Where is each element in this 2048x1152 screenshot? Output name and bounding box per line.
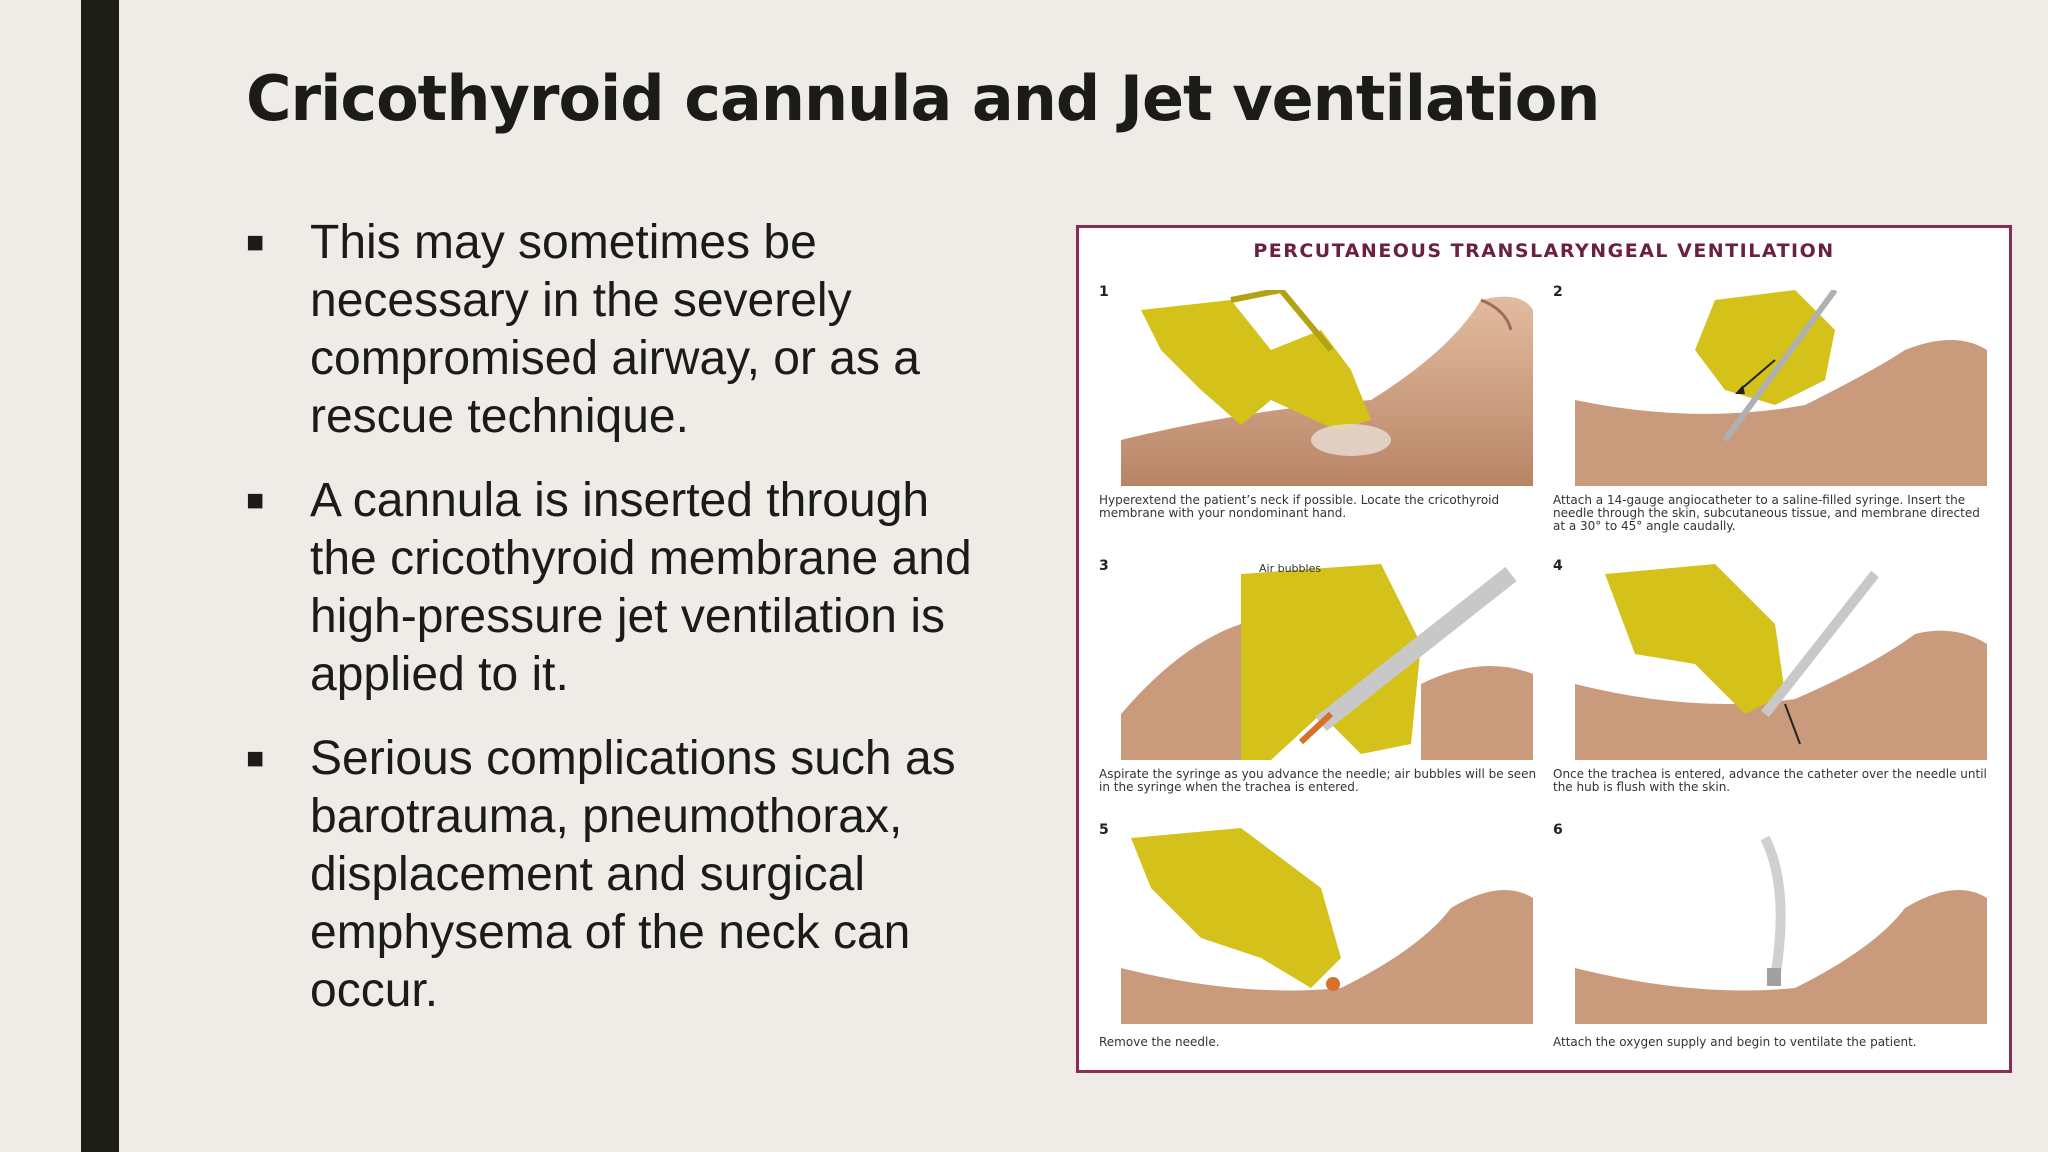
left-accent-bar [81, 0, 119, 1152]
panel-caption: Attach a 14-gauge angiocatheter to a saline-filled syringe. Insert the needle through the skin, subcutaneous tissue, and membrane directed at a 30° to 45° angle caudally. [1553, 493, 1980, 533]
panel-number: 5 [1099, 822, 1109, 838]
bullet-item [246, 472, 1056, 704]
slide-title: Cricothyroid cannula and Jet ventilation [246, 62, 1600, 135]
bullet-marker-icon: ■ [246, 484, 265, 517]
figure-title: PERCUTANEOUS TRANSLARYNGEAL VENTILATION [1253, 240, 1835, 262]
panel-number: 6 [1553, 822, 1563, 838]
bullet-marker-icon: ■ [246, 742, 265, 775]
bullet-list [246, 214, 1056, 1046]
panel-caption: Attach the oxygen supply and begin to ventilate the patient. [1553, 1035, 1917, 1049]
air-bubbles-label: Air bubbles [1259, 562, 1322, 575]
panel-illustration-insert-needle [1575, 290, 1987, 486]
bullet-item [246, 730, 1056, 1020]
panel-number: 1 [1099, 284, 1109, 300]
panel-caption: Hyperextend the patient’s neck if possible. Locate the cricothyroid membrane with your nondominant hand. [1099, 493, 1500, 520]
bullet-marker-icon: ■ [246, 226, 265, 259]
bullet-text: Serious complications such as barotrauma, pneumothorax, displacement and surgical emphysema of the neck can occur. [310, 732, 956, 1017]
panel-number: 2 [1553, 284, 1563, 300]
panel-illustration-remove-needle [1121, 828, 1533, 1024]
panel-illustration-locate-membrane [1121, 290, 1533, 486]
panel-caption: Once the trachea is entered, advance the catheter over the needle until the hub is flush with the skin. [1553, 767, 1987, 794]
panel-caption: Aspirate the syringe as you advance the needle; air bubbles will be seen in the syringe when the trachea is entered. [1099, 767, 1537, 794]
panel-illustration-attach-oxygen [1575, 828, 1987, 1024]
panel-number: 3 [1099, 558, 1109, 574]
bullet-item [246, 214, 1056, 446]
bullet-text: This may sometimes be necessary in the severely compromised airway, or as a rescue technique. [310, 216, 920, 443]
bullet-text: A cannula is inserted through the cricothyroid membrane and high-pressure jet ventilation is applied to it. [310, 474, 972, 701]
panel-illustration-advance-catheter [1575, 564, 1987, 760]
procedure-figure [1076, 225, 2012, 1073]
panel-caption: Remove the needle. [1099, 1035, 1220, 1049]
panel-illustration-aspirate-syringe [1121, 564, 1533, 760]
panel-number: 4 [1553, 558, 1563, 574]
